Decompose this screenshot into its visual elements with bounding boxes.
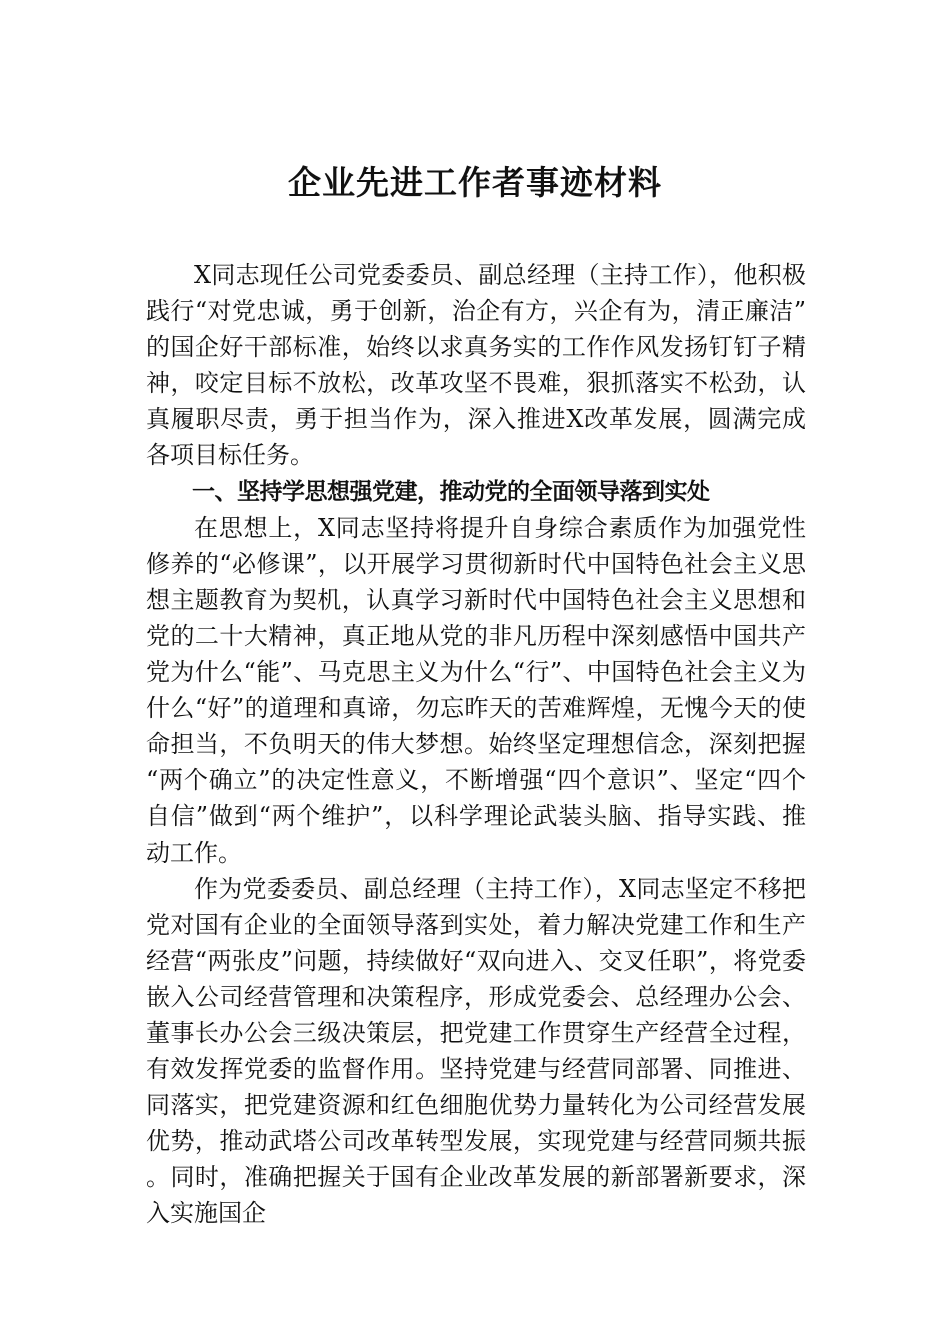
paragraph-intro: X同志现任公司党委委员、副总经理（主持工作），他积极践行“对党忠诚，勇于创新，治企有方，兴企有为，清正廉洁”的国企好干部标准，始终以求真务实的工作作风发扬钉钉子精神，咬定目标不放松，改革攻坚不畏难，狠抓落实不松劲，认真履职尽责，勇于担当作为，深入推进X改革发展，圆满完成各项目标任务。 [146, 261, 806, 470]
document-title: 企业先进工作者事迹材料 [288, 163, 662, 202]
document-body [146, 257, 806, 1232]
paragraph-party-leadership: 作为党委委员、副总经理（主持工作），X同志坚定不移把党对国有企业的全面领导落到实处，着力解决党建工作和生产经营“两张皮”问题，持续做好“双向进入、交叉任职”，将党委嵌入公司经营管理和决策程序，形成党委会、总经理办公会、董事长办公会三级决策层，把党建工作贯穿生产经营全过程，有效发挥党委的监督作用。坚持党建与经营同部署、同推进、同落实，把党建资源和红色细胞优势力量转化为公司经营发展优势，推动武塔公司改革转型发展，实现党建与经营同频共振。同时，准确把握关于国有企业改革发展的新部署新要求，深入实施国企 [146, 874, 806, 1228]
section-heading-1: 一、坚持学思想强党建，推动党的全面领导落到实处 [192, 478, 710, 505]
paragraph-ideology: 在思想上，X同志坚持将提升自身综合素质作为加强党性修养的“必修课”，以开展学习贯彻新时代中国特色社会主义思想主题教育为契机，认真学习新时代中国特色社会主义思想和党的二十大精神，真正地从党的非凡历程中深刻感悟中国共产党为什么“能”、马克思主义为什么“行”、中国特色社会主义为什么“好”的道理和真谛，勿忘昨天的苦难辉煌，无愧今天的使命担当，不负明天的伟大梦想。始终坚定理想信念，深刻把握“两个确立”的决定性意义，不断增强“四个意识”、坚定“四个自信”做到“两个维护”，以科学理论武装头脑、指导实践、推动工作。 [146, 513, 806, 867]
